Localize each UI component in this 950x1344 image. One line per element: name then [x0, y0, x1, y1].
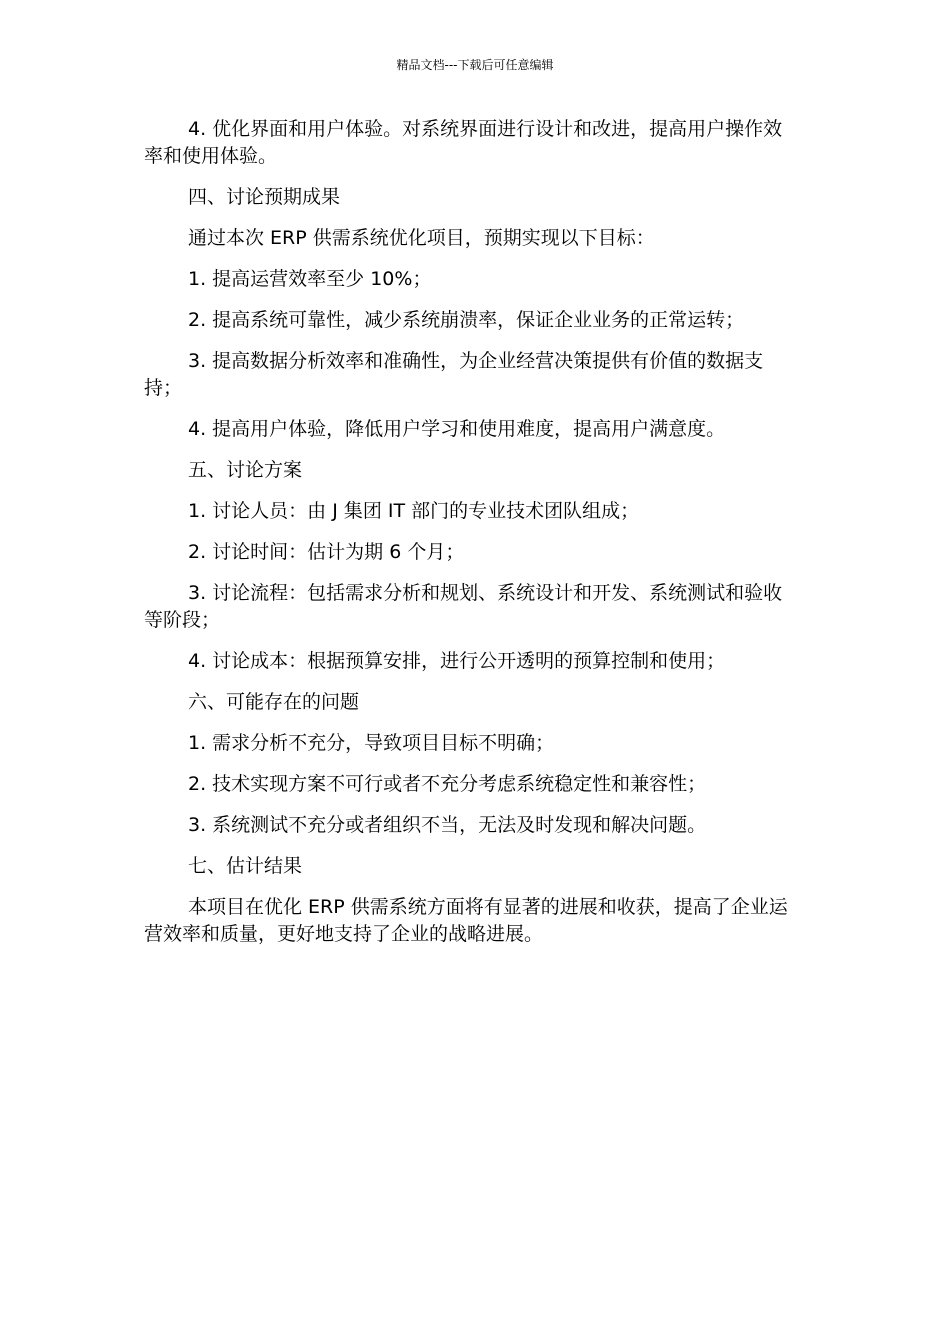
list-item-plan-2: 2. 讨论时间：估计为期 6 个月；	[188, 541, 465, 563]
list-item-issue-2: 2. 技术实现方案不可行或者不充分考虑系统稳定性和兼容性；	[188, 773, 707, 795]
page-header: 精品文档---下载后可任意编辑	[396, 58, 554, 72]
section-heading-expected-results: 四、讨论预期成果	[188, 186, 341, 208]
list-item-plan-1: 1. 讨论人员：由 J 集团 IT 部门的专业技术团队组成；	[188, 500, 640, 522]
section-heading-plan: 五、讨论方案	[188, 459, 303, 481]
list-item-plan-4: 4. 讨论成本：根据预算安排，进行公开透明的预算控制和使用；	[188, 650, 726, 672]
list-item-plan-3: 3. 讨论流程：包括需求分析和规划、系统设计和开发、系统测试和验收等阶段；	[144, 582, 783, 631]
list-item-issue-1: 1. 需求分析不充分，导致项目目标不明确；	[188, 732, 555, 754]
section-heading-issues: 六、可能存在的问题	[188, 691, 360, 713]
list-item-goal-3: 3. 提高数据分析效率和准确性，为企业经营决策提供有价值的数据支持；	[144, 350, 764, 399]
list-item-goal-2: 2. 提高系统可靠性，减少系统崩溃率，保证企业业务的正常运转；	[188, 309, 745, 331]
list-item-goal-4: 4. 提高用户体验，降低用户学习和使用难度，提高用户满意度。	[188, 418, 726, 440]
document-body	[144, 116, 800, 962]
intro-paragraph: 通过本次 ERP 供需系统优化项目，预期实现以下目标：	[188, 227, 655, 249]
list-item-ui-optimization: 4. 优化界面和用户体验。对系统界面进行设计和改进，提高用户操作效率和使用体验。	[144, 118, 783, 167]
list-item-issue-3: 3. 系统测试不充分或者组织不当，无法及时发现和解决问题。	[188, 814, 707, 836]
conclusion-paragraph: 本项目在优化 ERP 供需系统方面将有显著的进展和收获，提高了企业运营效率和质量，更好地支持了企业的战略进展。	[144, 896, 788, 945]
list-item-goal-1: 1. 提高运营效率至少 10%；	[188, 268, 432, 290]
section-heading-results: 七、估计结果	[188, 855, 303, 877]
